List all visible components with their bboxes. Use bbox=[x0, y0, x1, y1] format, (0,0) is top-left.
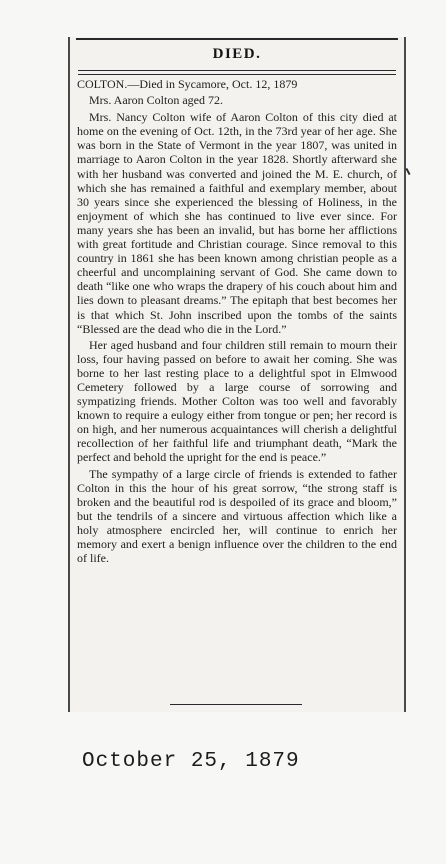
end-rule bbox=[170, 704, 302, 705]
top-rule bbox=[76, 38, 398, 40]
date-caption: October 25, 1879 bbox=[82, 750, 300, 773]
paragraph-3: The sympathy of a large circle of friends is extended to father Colton in this the hour of his great sorrow, “the strong staff is broken and the beautiful rod is despoiled of its grace and bloom,” but the tendrils of a sincere and virtuous affection which like a holy atmosphere encircled her, will continue to enrich her memory and exert a benign influence over the children to the end of life. bbox=[77, 466, 397, 566]
newspaper-clipping bbox=[68, 37, 406, 712]
pencil-mark bbox=[405, 168, 410, 175]
subheading: Mrs. Aaron Colton aged 72. bbox=[89, 93, 223, 108]
paragraph-1: Mrs. Nancy Colton wife of Aaron Colton of this city died at home on the evening of Oct. 12th, in the 73rd year of her age. She was born in the State of Vermont in the year 1807, was united in marriage to Aaron Colton in the year 1828. Shortly afterward she with her husband was converted and joined the M. E. church, of which she has remained a faithful and exemplary member, about 30 years since she experienced the blessing of Holiness, in the enjoyment of which she has continued to live ever since. For many years she has been an invalid, but has borne her afflictions with great fortitude and Christian courage. Since removal to this country in 1861 she has been known among christian people as a cheerful and uncomplaining servant of God. She came down to death “like one who wraps the drapery of his couch about him and lies down to pleasant dreams.” The epitaph that best becomes her is that which St. John inscribed upon the tombs of the saints “Blessed are the dead who die in the Lord.” bbox=[77, 110, 397, 336]
paragraph-2: Her aged husband and four children still remain to mourn their loss, four having passed on before to await her coming. She was borne to her last resting place to a delightful spot in Elmwood Cemetery followed by a large course of sorrowing and sympatizing friends. Mother Colton was too well and favorably known to require a eulogy either from tongue or pen; her record is on high, and her numerous acquaintances will cherish a delightful recollection of her faithful life and triumphant death, “Mark the perfect and behold the upright for the end is peace.” bbox=[77, 337, 397, 465]
dateline: COLTON.—Died in Sycamore, Oct. 12, 1879 bbox=[77, 77, 298, 91]
heading-rule bbox=[78, 70, 396, 75]
obituary-text bbox=[77, 77, 397, 567]
section-heading: DIED. bbox=[212, 46, 262, 62]
